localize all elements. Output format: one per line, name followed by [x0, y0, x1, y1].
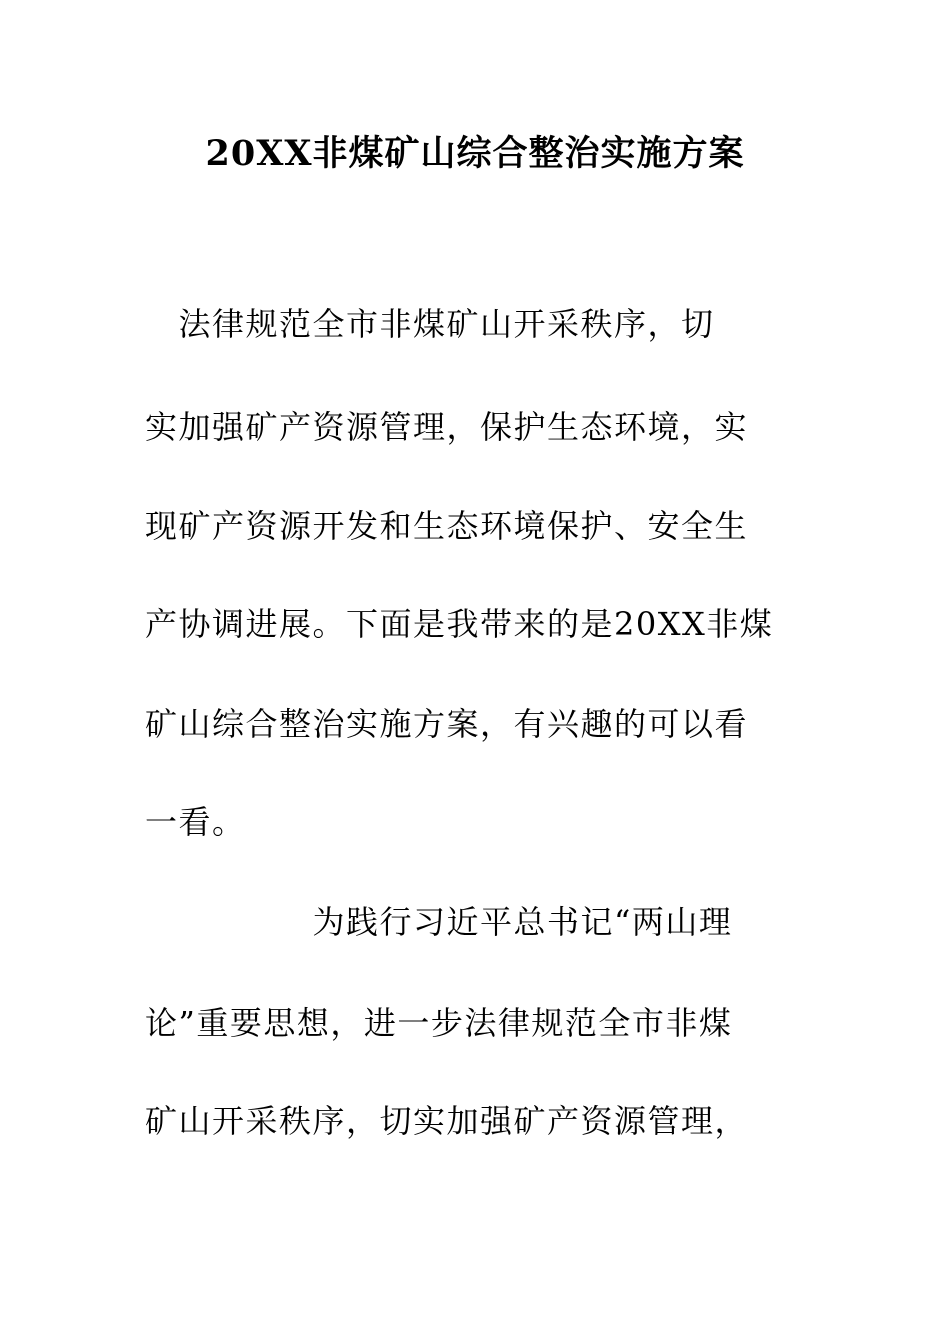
document-title: 20XX非煤矿山综合整治实施方案 [205, 133, 745, 174]
paragraph-line: 法律规范全市非煤矿山开采秩序，切 [145, 305, 715, 343]
paragraph-line: 现矿产资源开发和生态环境保护、安全生 [145, 507, 749, 545]
paragraph-line: 矿山综合整治实施方案，有兴趣的可以看 [145, 705, 749, 743]
paragraph-line: 论”重要思想，进一步法律规范全市非煤 [145, 1004, 733, 1042]
paragraph-line: 产协调进展。下面是我带来的是20XX非煤 [145, 605, 774, 643]
paragraph-line: 一看。 [145, 803, 246, 841]
paragraph-line: 矿山开采秩序，切实加强矿产资源管理， [145, 1102, 749, 1140]
paragraph-line: 实加强矿产资源管理，保护生态环境，实 [145, 408, 749, 446]
paragraph-line: 为践行习近平总书记“两山理 [145, 903, 733, 941]
